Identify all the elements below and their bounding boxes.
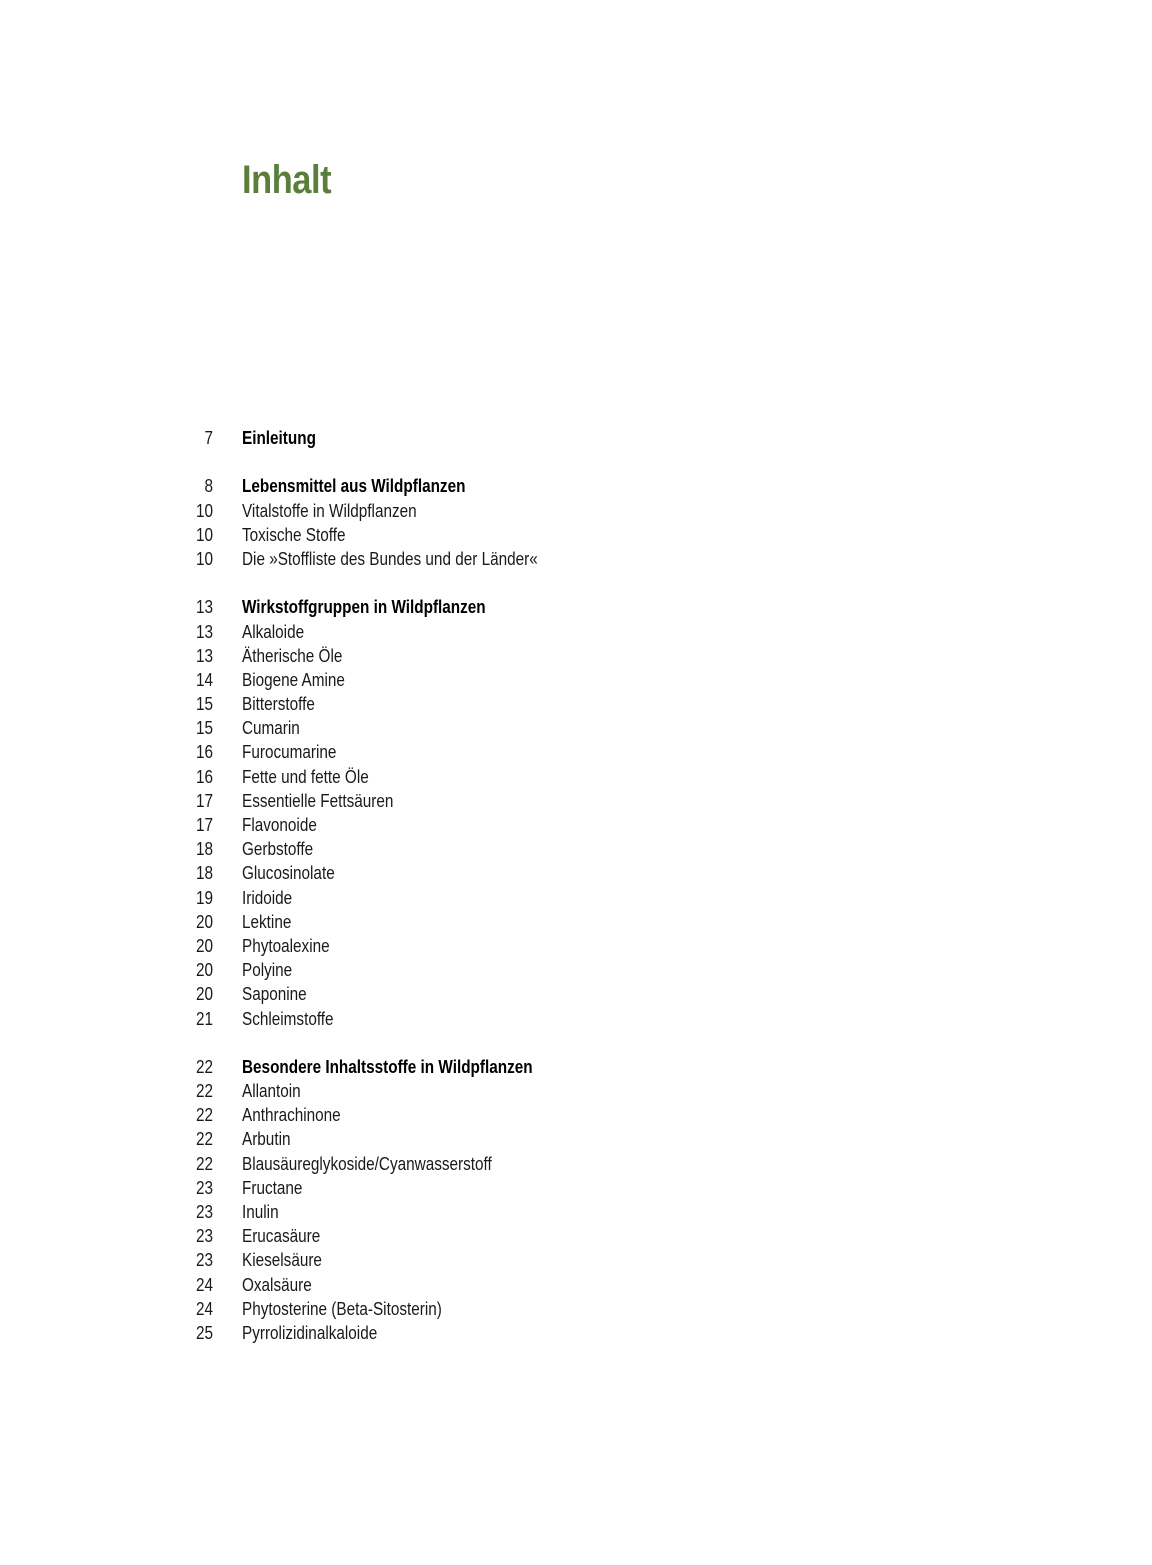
toc-heading-row[interactable] — [0, 595, 1152, 619]
toc-page-number: 8 — [204, 476, 213, 497]
toc-entry-row[interactable] — [0, 1079, 1152, 1103]
toc-page-number: 20 — [195, 935, 213, 956]
toc-page-number: 20 — [195, 911, 213, 932]
toc-page-number: 24 — [195, 1298, 213, 1319]
toc-page-number: 25 — [195, 1322, 213, 1343]
toc-entry-label: Lektine — [242, 911, 292, 932]
toc-page-number: 10 — [195, 548, 213, 569]
toc-entry-label: Alkaloide — [242, 621, 305, 642]
toc-page-number: 22 — [195, 1056, 213, 1077]
toc-page-number: 13 — [195, 645, 213, 666]
toc-page-number: 23 — [195, 1177, 213, 1198]
toc-page-number: 15 — [195, 718, 213, 739]
toc-entry-label: Anthrachinone — [242, 1105, 341, 1126]
toc-entry-label: Ätherische Öle — [242, 645, 343, 666]
toc-page-number: 18 — [195, 863, 213, 884]
toc-entry-row[interactable] — [0, 1248, 1152, 1272]
toc-entry-row[interactable] — [0, 837, 1152, 861]
toc-entry-label: Polyine — [242, 960, 293, 981]
toc-entry-label: Blausäureglykoside/Cyanwasserstoff — [242, 1153, 492, 1174]
toc-page-number: 23 — [195, 1250, 213, 1271]
table-of-contents — [0, 426, 1152, 1369]
toc-entry-label: Die »Stoffliste des Bundes und der Länder« — [242, 548, 538, 569]
toc-page-number: 19 — [195, 887, 213, 908]
toc-entry-row[interactable] — [0, 1297, 1152, 1321]
toc-entry-row[interactable] — [0, 789, 1152, 813]
toc-page-number: 15 — [195, 694, 213, 715]
toc-entry-label: Allantoin — [242, 1081, 301, 1102]
toc-entry-label: Inulin — [242, 1202, 279, 1222]
toc-page-number: 13 — [195, 597, 213, 618]
toc-page-number: 20 — [195, 960, 213, 981]
toc-entry-row[interactable] — [0, 523, 1152, 547]
toc-entry-label: Phytosterine (Beta-Sitosterin) — [242, 1298, 442, 1319]
toc-entry-row[interactable] — [0, 1321, 1152, 1345]
toc-entry-label: Erucasäure — [242, 1226, 321, 1247]
toc-page-number: 22 — [195, 1081, 213, 1102]
toc-page-number: 20 — [195, 984, 213, 1005]
toc-page-number: 22 — [195, 1129, 213, 1150]
toc-section — [0, 474, 1152, 571]
toc-entry-label: Essentielle Fettsäuren — [242, 790, 394, 811]
toc-entry-row[interactable] — [0, 958, 1152, 982]
toc-entry-label: Cumarin — [242, 718, 300, 739]
toc-section — [0, 426, 1152, 450]
toc-page-number: 13 — [195, 621, 213, 642]
toc-page-number: 22 — [195, 1153, 213, 1174]
toc-page-number: 23 — [195, 1202, 213, 1222]
toc-entry-label: Arbutin — [242, 1129, 291, 1150]
toc-section — [0, 1055, 1152, 1345]
toc-entry-row[interactable] — [0, 934, 1152, 958]
toc-heading-label: Besondere Inhaltsstoffe in Wildpflanzen — [242, 1056, 533, 1077]
toc-page-number: 16 — [195, 742, 213, 763]
toc-page-number: 10 — [195, 500, 213, 521]
toc-heading-row[interactable] — [0, 426, 1152, 450]
toc-entry-label: Fette und fette Öle — [242, 766, 369, 787]
toc-heading-label: Wirkstoffgruppen in Wildpflanzen — [242, 597, 486, 618]
toc-entry-row[interactable] — [0, 499, 1152, 523]
toc-entry-label: Iridoide — [242, 887, 293, 908]
toc-page-number: 14 — [195, 669, 213, 690]
toc-entry-label: Biogene Amine — [242, 669, 345, 690]
toc-page-number: 23 — [195, 1226, 213, 1247]
toc-entry-row[interactable] — [0, 1273, 1152, 1297]
toc-entry-label: Flavonoide — [242, 815, 317, 835]
toc-heading-label: Lebensmittel aus Wildpflanzen — [242, 476, 466, 497]
toc-heading-row[interactable] — [0, 474, 1152, 498]
toc-entry-row[interactable] — [0, 620, 1152, 644]
toc-section — [0, 595, 1152, 1030]
toc-entry-row[interactable] — [0, 813, 1152, 837]
toc-page-number: 17 — [195, 790, 213, 811]
toc-page-number: 10 — [195, 524, 213, 545]
toc-entry-row[interactable] — [0, 910, 1152, 934]
toc-entry-row[interactable] — [0, 886, 1152, 910]
toc-entry-row[interactable] — [0, 765, 1152, 789]
toc-entry-label: Bitterstoffe — [242, 694, 315, 715]
toc-entry-row[interactable] — [0, 716, 1152, 740]
toc-entry-row[interactable] — [0, 1224, 1152, 1248]
toc-entry-row[interactable] — [0, 1200, 1152, 1224]
toc-entry-row[interactable] — [0, 547, 1152, 571]
toc-page-number: 16 — [195, 766, 213, 787]
toc-entry-row[interactable] — [0, 692, 1152, 716]
toc-entry-row[interactable] — [0, 1176, 1152, 1200]
toc-heading-label: Einleitung — [242, 428, 316, 448]
toc-entry-label: Furocumarine — [242, 742, 337, 763]
toc-entry-row[interactable] — [0, 861, 1152, 885]
page-title: Inhalt — [242, 158, 332, 202]
toc-page-number: 7 — [204, 428, 213, 448]
toc-entry-row[interactable] — [0, 982, 1152, 1006]
toc-page-number: 22 — [195, 1105, 213, 1126]
toc-entry-row[interactable] — [0, 1103, 1152, 1127]
toc-entry-label: Toxische Stoffe — [242, 524, 346, 545]
toc-entry-row[interactable] — [0, 1007, 1152, 1031]
toc-entry-label: Schleimstoffe — [242, 1008, 334, 1029]
toc-entry-label: Saponine — [242, 984, 307, 1005]
toc-entry-row[interactable] — [0, 1152, 1152, 1176]
toc-page-number: 21 — [195, 1008, 213, 1029]
toc-heading-row[interactable] — [0, 1055, 1152, 1079]
toc-entry-row[interactable] — [0, 668, 1152, 692]
toc-entry-row[interactable] — [0, 1127, 1152, 1151]
toc-entry-label: Gerbstoffe — [242, 839, 314, 860]
toc-entry-label: Vitalstoffe in Wildpflanzen — [242, 500, 417, 521]
toc-entry-label: Pyrrolizidinalkaloide — [242, 1322, 378, 1343]
toc-page-number: 17 — [195, 815, 213, 835]
toc-entry-row[interactable] — [0, 740, 1152, 764]
toc-entry-label: Fructane — [242, 1177, 303, 1198]
toc-entry-label: Phytoalexine — [242, 935, 330, 956]
toc-entry-row[interactable] — [0, 644, 1152, 668]
toc-entry-label: Oxalsäure — [242, 1274, 312, 1295]
toc-entry-label: Glucosinolate — [242, 863, 335, 884]
toc-page-number: 24 — [195, 1274, 213, 1295]
toc-entry-label: Kieselsäure — [242, 1250, 322, 1271]
toc-page-number: 18 — [195, 839, 213, 860]
